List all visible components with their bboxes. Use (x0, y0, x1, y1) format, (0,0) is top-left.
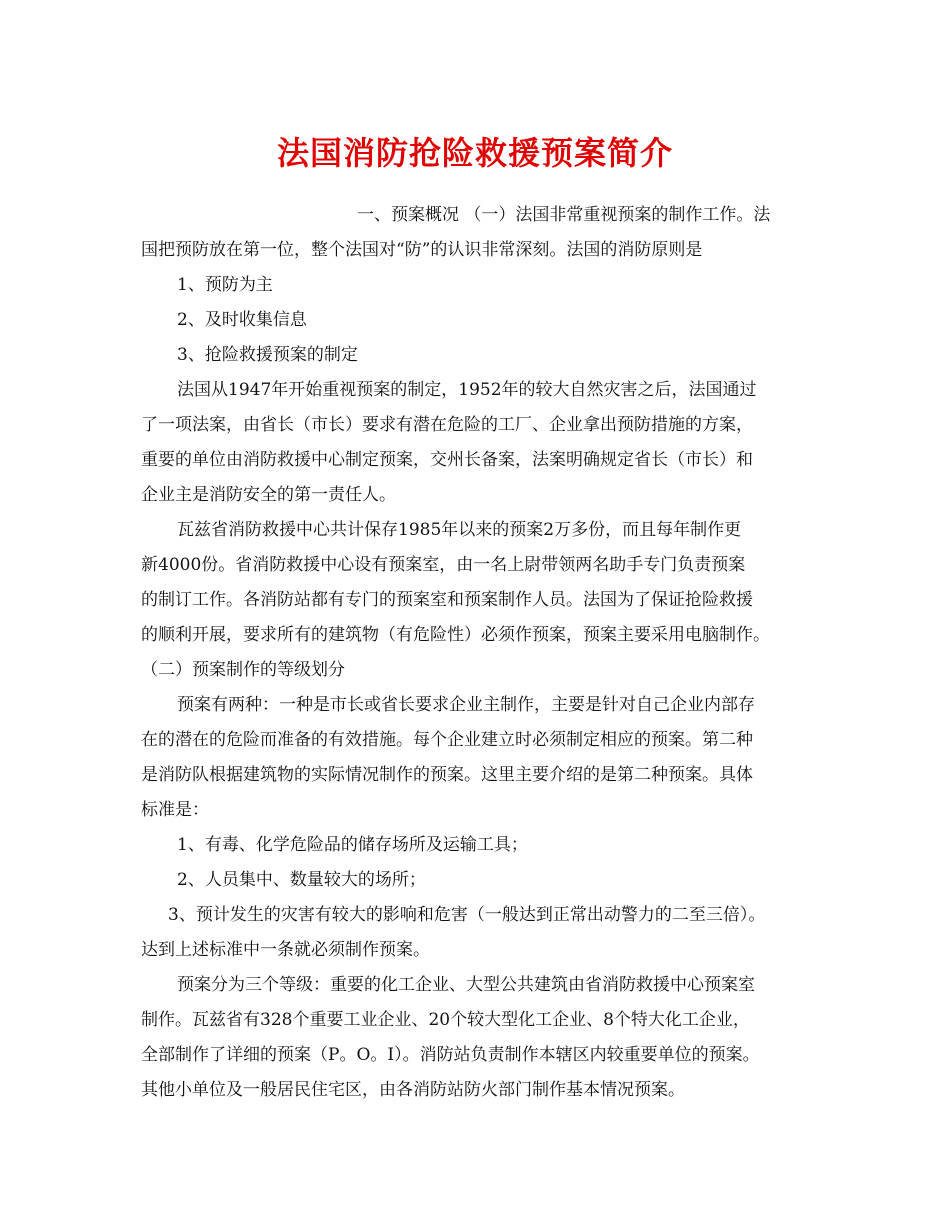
paragraph-line: 制作。瓦兹省有328个重要工业企业、20个较大型化工企业、8个特大化工企业， (141, 1010, 750, 1030)
list-item: 2、人员集中、数量较大的场所； (177, 870, 426, 890)
paragraph-line: 重要的单位由消防救援中心制定预案，交州长备案，法案明确规定省长（市长）和 (141, 450, 753, 470)
paragraph-line: 新4000份。省消防救援中心设有预案室，由一名上尉带领两名助手专门负责预案 (141, 555, 746, 575)
paragraph-line: 企业主是消防安全的第一责任人。 (141, 485, 396, 505)
paragraph-line: 一、预案概况 （一）法国非常重视预案的制作工作。法 (357, 205, 771, 225)
paragraph-line: 是消防队根据建筑物的实际情况制作的预案。这里主要介绍的是第二种预案。具体 (141, 765, 753, 785)
document-title: 法国消防抢险救援预案简介 (276, 134, 673, 172)
paragraph-line: 法国从1947年开始重视预案的制定，1952年的较大自然灾害之后，法国通过 (177, 380, 757, 400)
document-body (141, 198, 821, 1108)
paragraph-line: 预案有两种：一种是市长或省长要求企业主制作，主要是针对自己企业内部存 (177, 695, 755, 715)
paragraph-line: 的制订工作。各消防站都有专门的预案室和预案制作人员。法国为了保证抢险救援 (141, 590, 753, 610)
paragraph-line: 预案分为三个等级：重要的化工企业、大型公共建筑由省消防救援中心预案室 (177, 975, 755, 995)
list-item: 2、及时收集信息 (177, 310, 307, 330)
paragraph-line: 了一项法案，由省长（市长）要求有潜在危险的工厂、企业拿出预防措施的方案， (141, 415, 753, 435)
paragraph-line: 国把预防放在第一位，整个法国对“防”的认识非常深刻。法国的消防原则是 (141, 240, 703, 260)
list-item: 1、有毒、化学危险品的储存场所及运输工具； (177, 835, 528, 855)
paragraph-line: 标准是： (141, 800, 209, 820)
paragraph-line: 瓦兹省消防救援中心共计保存1985年以来的预案2万多份，而且每年制作更 (177, 520, 742, 540)
list-item: 1、预防为主 (177, 275, 273, 295)
paragraph-line: 在的潜在的危险而准备的有效措施。每个企业建立时必须制定相应的预案。第二种 (141, 730, 753, 750)
paragraph-line: 全部制作了详细的预案（P。O。I）。消防站负责制作本辖区内较重要单位的预案。 (141, 1045, 760, 1065)
section-heading: （二）预案制作的等级划分 (141, 660, 345, 680)
list-item: 3、预计发生的灾害有较大的影响和危害（一般达到正常出动警力的二至三倍）。 (168, 905, 766, 925)
paragraph-line: 达到上述标准中一条就必须制作预案。 (141, 940, 430, 960)
paragraph-line: 的顺利开展，要求所有的建筑物（有危险性）必须作预案，预案主要采用电脑制作。 (141, 625, 770, 645)
list-item: 3、抢险救援预案的制定 (177, 345, 358, 365)
paragraph-line: 其他小单位及一般居民住宅区，由各消防站防火部门制作基本情况预案。 (141, 1080, 685, 1100)
